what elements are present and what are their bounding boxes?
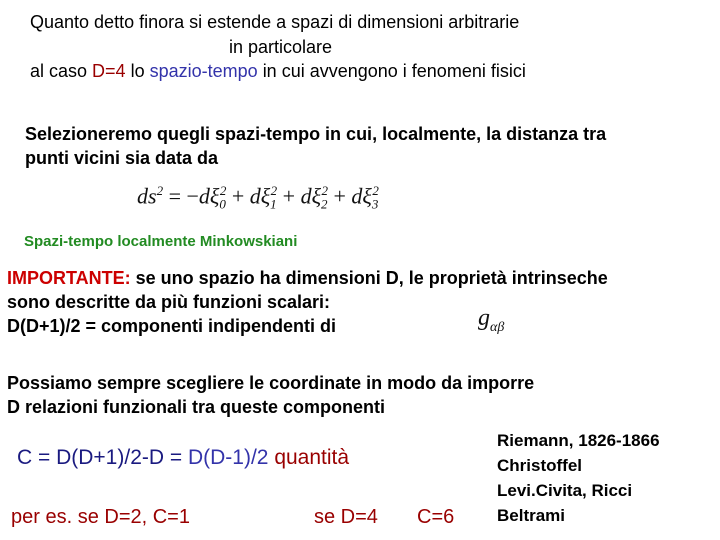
- example-d4: se D=4: [314, 506, 378, 528]
- c-formula-part-1: C = D(D+1)/2-D =: [17, 446, 188, 469]
- important-line-3: D(D+1)/2 = componenti indipendenti di: [7, 316, 337, 336]
- names-line-3: Levi.Civita, Ricci: [497, 481, 633, 500]
- example-d2: per es. se D=2, C=1: [11, 506, 190, 528]
- c-formula: [17, 446, 349, 470]
- coords-line-2: D relazioni funzionali tra queste componenti: [7, 397, 386, 417]
- names-line-4: Beltrami: [497, 506, 566, 525]
- intro-line-1: Quanto detto finora si estende a spazi di dimensioni arbitrarie: [30, 12, 520, 32]
- important-label: IMPORTANTE:: [7, 268, 131, 288]
- example-c6: C=6: [417, 506, 455, 528]
- names-line-2: Christoffel: [497, 456, 582, 475]
- intro-line-2: in particolare: [229, 37, 333, 57]
- intro-line-3-prefix: al caso: [30, 61, 93, 81]
- important-line-1: IMPORTANTE: se uno spazio ha dimensioni D, le proprietà intrinseche: [7, 268, 608, 288]
- selection-line-1: Selezioneremo quegli spazi-tempo in cui, localmente, la distanza tra: [25, 124, 607, 144]
- intro-d4: D=4: [92, 61, 126, 81]
- intro-line-3: [30, 61, 526, 82]
- line-element-equation: $ds^2 = -d\xi_0^2 + d\xi_1^2 + d\xi_2^2 + d\xi_3^2$: [137, 183, 379, 212]
- metric-tensor-symbol: $g_{\alpha\beta}$: [478, 305, 505, 335]
- c-formula-part-2: D(D-1)/2: [187, 446, 269, 469]
- minkowski-label: Spazi-tempo localmente Minkowskiani: [24, 233, 298, 250]
- coords-line-1: Possiamo sempre scegliere le coordinate in modo da imporre: [7, 373, 535, 393]
- c-formula-part-3: quantità: [268, 446, 350, 469]
- intro-line-3-suffix: in cui avvengono i fenomeni fisici: [262, 61, 526, 81]
- intro-line-3-mid: lo: [130, 61, 150, 81]
- selection-line-2: punti vicini sia data da: [25, 148, 219, 168]
- names-line-1: Riemann, 1826-1866: [497, 431, 660, 450]
- intro-spacetime: spazio-tempo: [149, 61, 258, 81]
- important-line-2: sono descritte da più funzioni scalari:: [7, 292, 331, 312]
